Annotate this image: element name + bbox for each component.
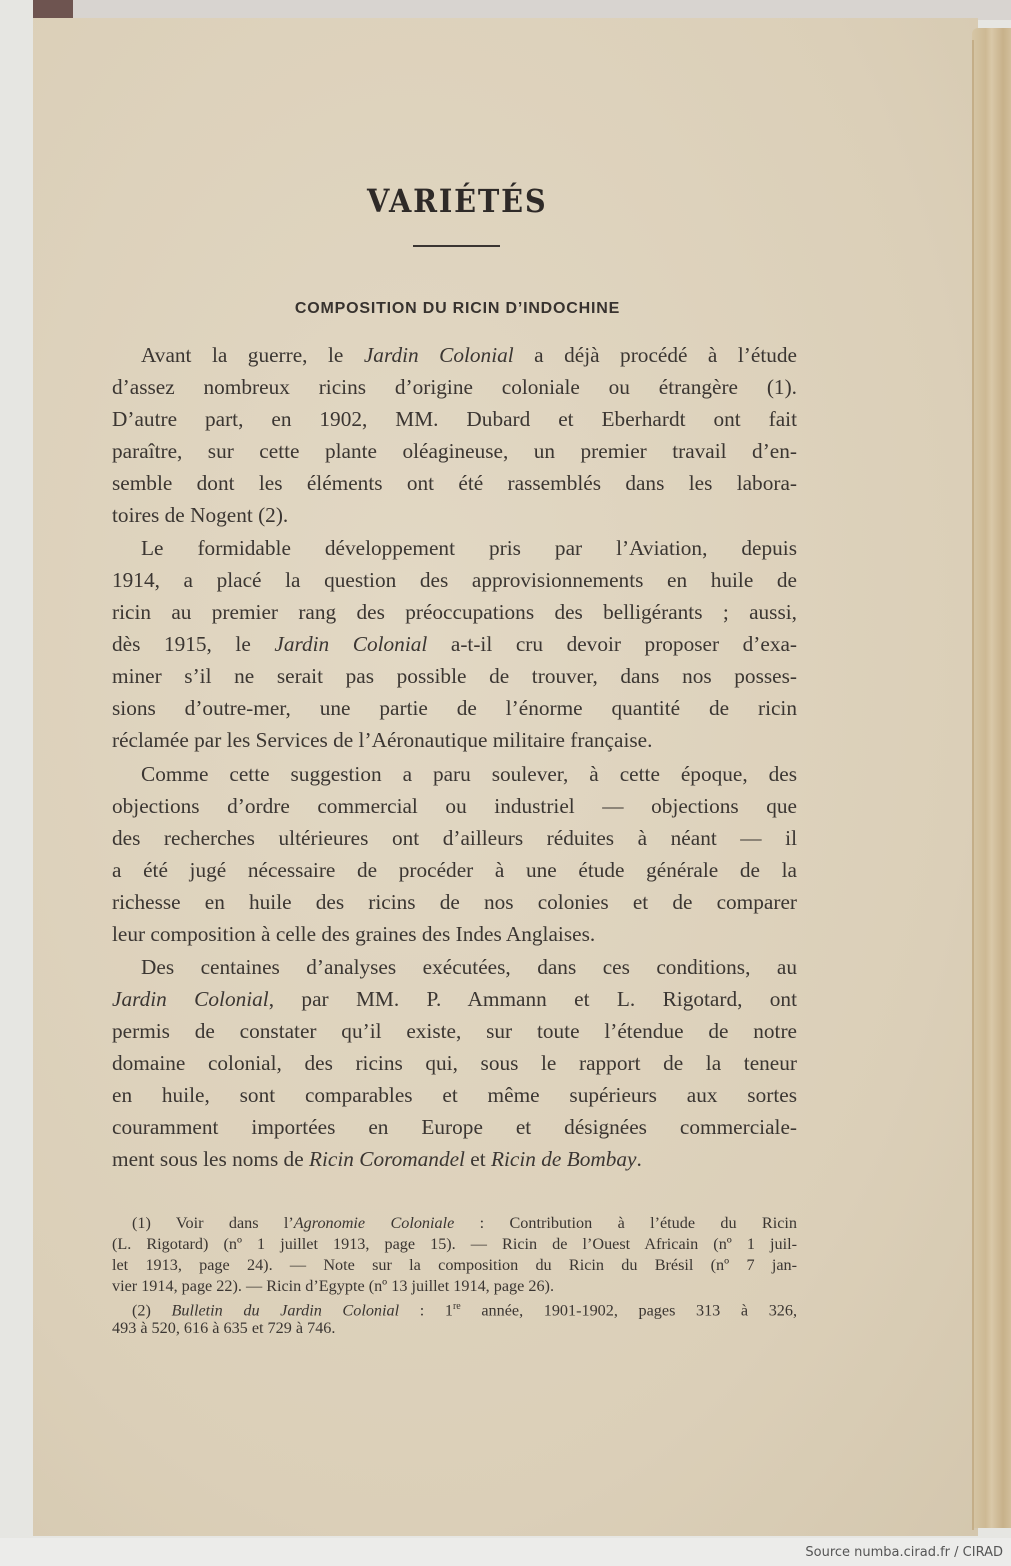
- body-line: Des centaines d’analyses exécutées, dans ces conditions, au: [141, 955, 797, 979]
- body-line: permis de constater qu’il existe, sur toute l’étendue de notre: [112, 1019, 797, 1043]
- body-line: 1914, a placé la question des approvisionnements en huile de: [112, 568, 797, 592]
- footnote-line: (2) Bulletin du Jardin Colonial : 1re année, 1901-1902, pages 313 à 326,: [132, 1301, 798, 1320]
- body-line: objections d’ordre commercial ou industriel — objections que: [112, 794, 797, 818]
- page-edge-line: [972, 40, 974, 1530]
- footnote-line: 493 à 520, 616 à 635 et 729 à 746.: [112, 1319, 336, 1337]
- body-line: paraître, sur cette plante oléagineuse, un premier travail d’en-: [112, 439, 797, 463]
- body-line: dès 1915, le Jardin Colonial a-t-il cru devoir proposer d’exa-: [112, 632, 798, 656]
- scan-dark-corner: [33, 0, 73, 18]
- body-line: D’autre part, en 1902, MM. Dubard et Eberhardt ont fait: [112, 407, 797, 431]
- body-line: toires de Nogent (2).: [112, 503, 289, 527]
- body-line: des recherches ultérieures ont d’ailleurs réduites à néant — il: [112, 826, 797, 850]
- body-line: ricin au premier rang des préoccupations des belligérants ; aussi,: [112, 600, 797, 624]
- body-line: leur composition à celle des graines des Indes Anglaises.: [112, 922, 596, 946]
- body-line: a été jugé nécessaire de procéder à une étude générale de la: [112, 858, 797, 882]
- page-edges: [972, 28, 1011, 1528]
- body-line: Le formidable développement pris par l’Aviation, depuis: [141, 536, 797, 560]
- body-line: Avant la guerre, le Jardin Colonial a déjà procédé à l’étude: [141, 343, 797, 367]
- body-line: d’assez nombreux ricins d’origine coloniale ou étrangère (1).: [112, 375, 797, 399]
- source-credit: Source numba.cirad.fr / CIRAD: [805, 1545, 1003, 1560]
- footnote-line: (1) Voir dans l’Agronomie Coloniale : Contribution à l’étude du Ricin: [132, 1214, 797, 1232]
- section-title: VARIÉTÉS: [367, 182, 548, 220]
- title-rule: [413, 245, 500, 247]
- body-line: en huile, sont comparables et même supérieurs aux sortes: [112, 1083, 797, 1107]
- body-line: ment sous les noms de Ricin Coromandel et Ricin de Bombay.: [112, 1147, 642, 1171]
- footnote-line: let 1913, page 24). — Note sur la composition du Ricin du Brésil (nº 7 jan-: [112, 1256, 797, 1274]
- body-line: richesse en huile des ricins de nos colonies et de comparer: [112, 890, 797, 914]
- body-line: Comme cette suggestion a paru soulever, à cette époque, des: [141, 762, 797, 786]
- body-line: réclamée par les Services de l’Aéronautique militaire française.: [112, 728, 653, 752]
- footnote-line: (L. Rigotard) (nº 1 juillet 1913, page 15). — Ricin de l’Ouest Africain (nº 1 juil-: [112, 1235, 797, 1253]
- body-line: sions d’outre-mer, une partie de l’énorme quantité de ricin: [112, 696, 797, 720]
- body-line: domaine colonial, des ricins qui, sous le rapport de la teneur: [112, 1051, 797, 1075]
- body-line: couramment importées en Europe et désignées commerciale-: [112, 1115, 797, 1139]
- scan-top-strip: [33, 0, 1011, 20]
- footnote-line: vier 1914, page 22). — Ricin d’Egypte (nº 13 juillet 1914, page 26).: [112, 1277, 554, 1295]
- body-line: Jardin Colonial, par MM. P. Ammann et L. Rigotard, ont: [112, 987, 797, 1011]
- body-line: semble dont les éléments ont été rassemblés dans les labora-: [112, 471, 797, 495]
- body-line: miner s’il ne serait pas possible de trouver, dans nos posses-: [112, 664, 797, 688]
- article-title: COMPOSITION DU RICIN D’INDOCHINE: [294, 300, 621, 317]
